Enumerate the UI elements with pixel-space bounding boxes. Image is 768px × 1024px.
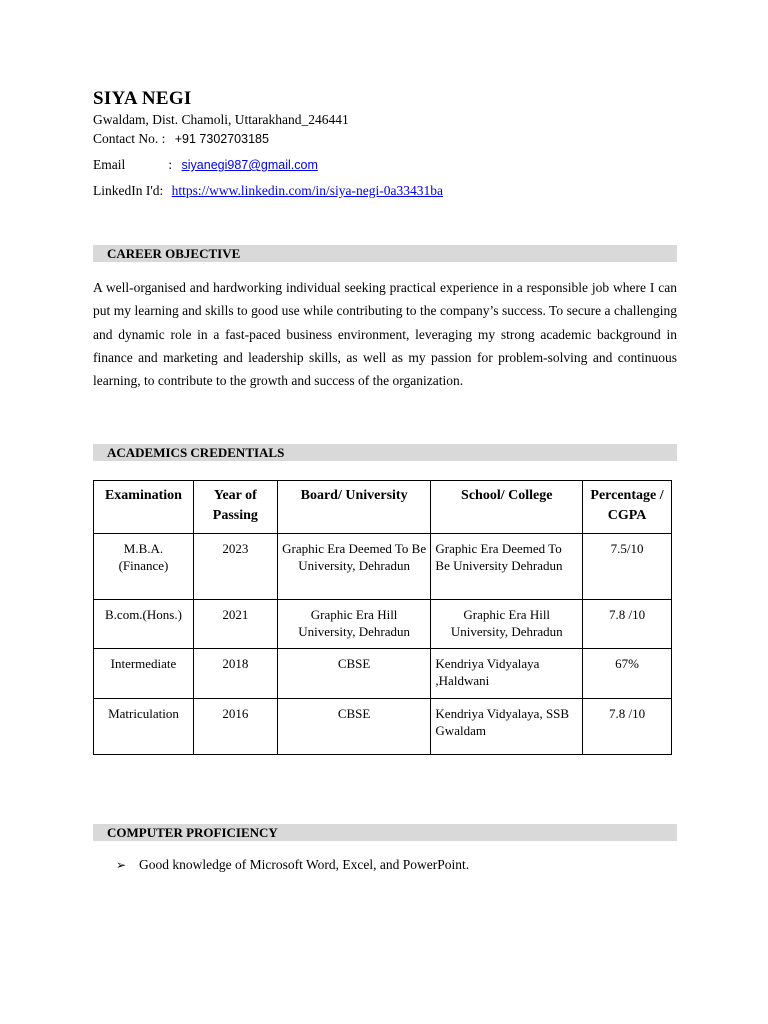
table-header-row xyxy=(94,481,672,534)
academics-title: ACADEMICS CREDENTIALS xyxy=(107,445,285,460)
list-item xyxy=(116,857,469,873)
cell-school: Kendriya Vidyalaya, SSB Gwaldam xyxy=(431,699,583,755)
cell-year: 2018 xyxy=(193,649,277,699)
email-label: Email xyxy=(93,157,126,172)
arrowhead-bullet-icon: ➢ xyxy=(116,858,127,872)
cell-year: 2021 xyxy=(193,600,277,649)
cell-year: 2023 xyxy=(193,534,277,600)
cell-exam: M.B.A. (Finance) xyxy=(94,534,194,600)
proficiency-item-text: Good knowledge of Microsoft Word, Excel, and PowerPoint. xyxy=(139,857,470,872)
cell-score: 67% xyxy=(583,649,672,699)
email-link[interactable]: siyanegi987@gmail.com xyxy=(181,158,318,172)
table-row xyxy=(94,699,672,755)
cell-year: 2016 xyxy=(193,699,277,755)
column-header-score: Percentage / CGPA xyxy=(583,481,672,534)
cell-score: 7.8 /10 xyxy=(583,600,672,649)
academics-header xyxy=(93,444,677,461)
column-header-year: Year of Passing xyxy=(193,481,277,534)
cell-school: Kendriya Vidyalaya ,Haldwani xyxy=(431,649,583,699)
career-objective-header xyxy=(93,245,677,262)
career-objective-text: A well-organised and hardworking individual seeking practical experience in a responsible job where I can put my learning and skills to good use while contributing to the company’s success. To secure a challenging and dynamic role in a fast-paced business environment, leveraging my strong academic background in finance and marketing and leadership skills, as well as my passion for problem-solving and continuous learning, to contribute to the growth and success of the organization. xyxy=(93,280,677,389)
computer-proficiency-header xyxy=(93,824,677,841)
cell-board: Graphic Era Hill University, Dehradun xyxy=(277,600,431,649)
contact-value: +91 7302703185 xyxy=(174,132,269,146)
column-header-school: School/ College xyxy=(431,481,583,534)
contact-row xyxy=(93,131,269,147)
column-header-board: Board/ University xyxy=(277,481,431,534)
linkedin-label: LinkedIn I'd: xyxy=(93,183,164,198)
cell-exam: Matriculation xyxy=(94,699,194,755)
candidate-name: SIYA NEGI xyxy=(93,88,192,109)
cell-exam: Intermediate xyxy=(94,649,194,699)
computer-proficiency-title: COMPUTER PROFICIENCY xyxy=(107,825,278,840)
cell-school: Graphic Era Hill University, Dehradun xyxy=(431,600,583,649)
table-row xyxy=(94,600,672,649)
cell-exam: B.com.(Hons.) xyxy=(94,600,194,649)
contact-label: Contact No. : xyxy=(93,131,166,146)
table-row xyxy=(94,649,672,699)
career-objective-title: CAREER OBJECTIVE xyxy=(107,246,241,261)
linkedin-row xyxy=(93,183,443,199)
academics-table xyxy=(93,480,672,755)
linkedin-link[interactable]: https://www.linkedin.com/in/siya-negi-0a33431ba xyxy=(171,183,444,198)
email-separator: : xyxy=(168,157,173,172)
email-row xyxy=(93,157,318,173)
cell-board: CBSE xyxy=(277,649,431,699)
cell-board: Graphic Era Deemed To Be University, Dehradun xyxy=(277,534,431,600)
cell-score: 7.5/10 xyxy=(583,534,672,600)
cell-board: CBSE xyxy=(277,699,431,755)
address: Gwaldam, Dist. Chamoli, Uttarakhand_246441 xyxy=(93,112,349,127)
table-row xyxy=(94,534,672,600)
cell-school: Graphic Era Deemed To Be University Dehradun xyxy=(431,534,583,600)
column-header-examination: Examination xyxy=(94,481,194,534)
cell-score: 7.8 /10 xyxy=(583,699,672,755)
